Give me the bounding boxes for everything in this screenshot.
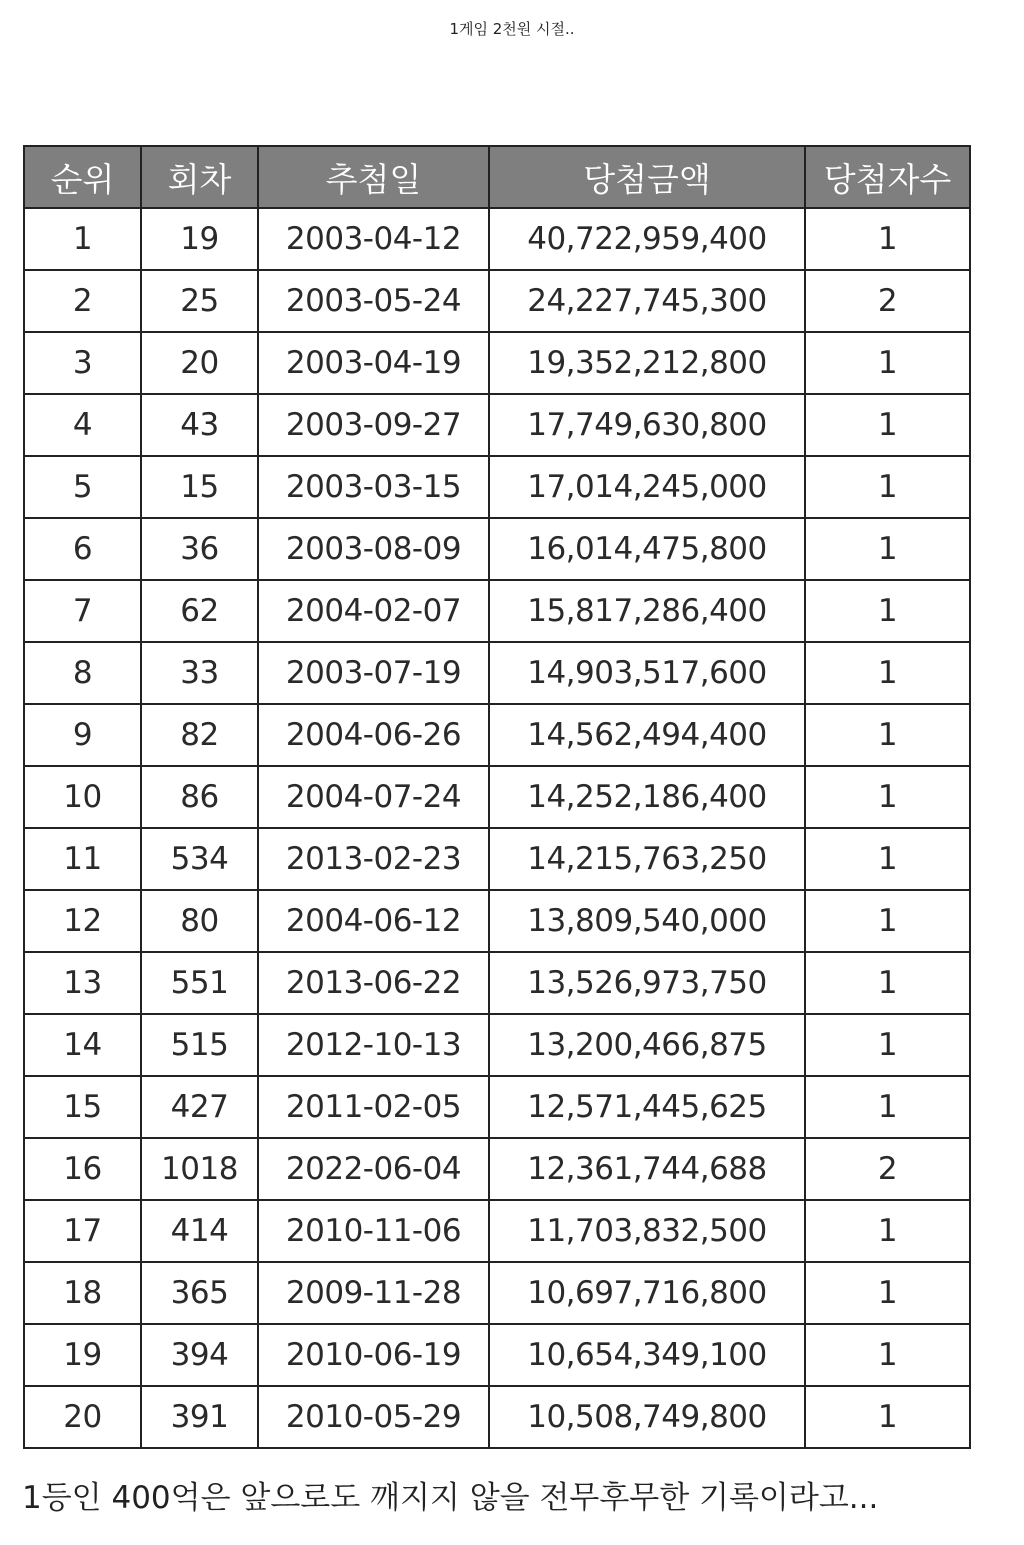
draw-date-cell: 2003-05-24 <box>258 270 489 332</box>
winner-count-cell: 1 <box>805 704 970 766</box>
draw-date-cell: 2010-06-19 <box>258 1324 489 1386</box>
prize-amount-cell: 14,562,494,400 <box>489 704 805 766</box>
draw-date-cell: 2012-10-13 <box>258 1014 489 1076</box>
prize-amount-cell: 40,722,959,400 <box>489 208 805 270</box>
prize-amount-cell: 17,014,245,000 <box>489 456 805 518</box>
winner-count-cell: 1 <box>805 1262 970 1324</box>
table-row <box>24 270 970 332</box>
rank-cell: 14 <box>24 1014 141 1076</box>
winner-count-cell: 1 <box>805 1386 970 1448</box>
rank-cell: 17 <box>24 1200 141 1262</box>
round-cell: 43 <box>141 394 258 456</box>
winner-count-cell: 1 <box>805 332 970 394</box>
rank-cell: 15 <box>24 1076 141 1138</box>
table-row <box>24 394 970 456</box>
table-row <box>24 332 970 394</box>
header-draw-date: 추첨일 <box>258 146 489 208</box>
draw-date-cell: 2010-11-06 <box>258 1200 489 1262</box>
winner-count-cell: 1 <box>805 642 970 704</box>
draw-date-cell: 2003-03-15 <box>258 456 489 518</box>
rank-cell: 6 <box>24 518 141 580</box>
rank-cell: 11 <box>24 828 141 890</box>
draw-date-cell: 2009-11-28 <box>258 1262 489 1324</box>
draw-date-cell: 2003-04-12 <box>258 208 489 270</box>
round-cell: 15 <box>141 456 258 518</box>
draw-date-cell: 2003-04-19 <box>258 332 489 394</box>
prize-amount-cell: 14,252,186,400 <box>489 766 805 828</box>
table-row <box>24 952 970 1014</box>
prize-amount-cell: 13,200,466,875 <box>489 1014 805 1076</box>
table-row <box>24 1324 970 1386</box>
prize-amount-cell: 13,809,540,000 <box>489 890 805 952</box>
table-row <box>24 1200 970 1262</box>
round-cell: 365 <box>141 1262 258 1324</box>
rank-cell: 19 <box>24 1324 141 1386</box>
winner-count-cell: 1 <box>805 394 970 456</box>
table-row <box>24 1262 970 1324</box>
round-cell: 82 <box>141 704 258 766</box>
table-row <box>24 518 970 580</box>
winner-count-cell: 1 <box>805 456 970 518</box>
table-row <box>24 580 970 642</box>
round-cell: 33 <box>141 642 258 704</box>
prize-amount-cell: 10,697,716,800 <box>489 1262 805 1324</box>
prize-amount-cell: 19,352,212,800 <box>489 332 805 394</box>
rank-cell: 4 <box>24 394 141 456</box>
prize-amount-cell: 11,703,832,500 <box>489 1200 805 1262</box>
rank-cell: 8 <box>24 642 141 704</box>
round-cell: 391 <box>141 1386 258 1448</box>
rank-cell: 5 <box>24 456 141 518</box>
rank-cell: 20 <box>24 1386 141 1448</box>
footer-note: 1등인 400억은 앞으로도 깨지지 않을 전무후무한 기록이라고... <box>22 1480 879 1516</box>
draw-date-cell: 2004-06-26 <box>258 704 489 766</box>
table-row <box>24 890 970 952</box>
draw-date-cell: 2004-06-12 <box>258 890 489 952</box>
rank-cell: 9 <box>24 704 141 766</box>
draw-date-cell: 2013-02-23 <box>258 828 489 890</box>
round-cell: 19 <box>141 208 258 270</box>
prize-amount-cell: 16,014,475,800 <box>489 518 805 580</box>
winner-count-cell: 1 <box>805 766 970 828</box>
rank-cell: 3 <box>24 332 141 394</box>
table-row <box>24 766 970 828</box>
round-cell: 62 <box>141 580 258 642</box>
winner-count-cell: 1 <box>805 1200 970 1262</box>
table-row <box>24 828 970 890</box>
draw-date-cell: 2004-02-07 <box>258 580 489 642</box>
draw-date-cell: 2011-02-05 <box>258 1076 489 1138</box>
winner-count-cell: 1 <box>805 1076 970 1138</box>
rank-cell: 10 <box>24 766 141 828</box>
prize-amount-cell: 14,903,517,600 <box>489 642 805 704</box>
table-row <box>24 208 970 270</box>
winner-count-cell: 1 <box>805 518 970 580</box>
winner-count-cell: 1 <box>805 580 970 642</box>
prize-amount-cell: 12,361,744,688 <box>489 1138 805 1200</box>
rank-cell: 13 <box>24 952 141 1014</box>
draw-date-cell: 2003-08-09 <box>258 518 489 580</box>
table-row <box>24 456 970 518</box>
draw-date-cell: 2003-09-27 <box>258 394 489 456</box>
table-header-row <box>24 146 970 208</box>
round-cell: 36 <box>141 518 258 580</box>
table-row <box>24 642 970 704</box>
round-cell: 551 <box>141 952 258 1014</box>
round-cell: 534 <box>141 828 258 890</box>
rank-cell: 16 <box>24 1138 141 1200</box>
prize-amount-cell: 24,227,745,300 <box>489 270 805 332</box>
round-cell: 80 <box>141 890 258 952</box>
table-row <box>24 1076 970 1138</box>
rank-cell: 1 <box>24 208 141 270</box>
header-round: 회차 <box>141 146 258 208</box>
draw-date-cell: 2004-07-24 <box>258 766 489 828</box>
prize-amount-cell: 14,215,763,250 <box>489 828 805 890</box>
winner-count-cell: 1 <box>805 1324 970 1386</box>
round-cell: 1018 <box>141 1138 258 1200</box>
draw-date-cell: 2003-07-19 <box>258 642 489 704</box>
prize-amount-cell: 10,654,349,100 <box>489 1324 805 1386</box>
table-row <box>24 704 970 766</box>
draw-date-cell: 2013-06-22 <box>258 952 489 1014</box>
round-cell: 515 <box>141 1014 258 1076</box>
prize-amount-cell: 13,526,973,750 <box>489 952 805 1014</box>
rank-cell: 12 <box>24 890 141 952</box>
prize-amount-cell: 10,508,749,800 <box>489 1386 805 1448</box>
winner-count-cell: 1 <box>805 828 970 890</box>
prize-amount-cell: 12,571,445,625 <box>489 1076 805 1138</box>
winner-count-cell: 1 <box>805 890 970 952</box>
winner-count-cell: 1 <box>805 1014 970 1076</box>
table-row <box>24 1014 970 1076</box>
rank-cell: 2 <box>24 270 141 332</box>
winner-count-cell: 1 <box>805 208 970 270</box>
rank-cell: 7 <box>24 580 141 642</box>
winner-count-cell: 1 <box>805 952 970 1014</box>
table-row <box>24 1386 970 1448</box>
round-cell: 414 <box>141 1200 258 1262</box>
round-cell: 20 <box>141 332 258 394</box>
prize-amount-cell: 15,817,286,400 <box>489 580 805 642</box>
table-row <box>24 1138 970 1200</box>
winner-count-cell: 2 <box>805 1138 970 1200</box>
round-cell: 394 <box>141 1324 258 1386</box>
round-cell: 427 <box>141 1076 258 1138</box>
caption: 1게임 2천원 시절.. <box>449 20 575 38</box>
header-winner-count: 당첨자수 <box>805 146 970 208</box>
round-cell: 25 <box>141 270 258 332</box>
header-prize-amount: 당첨금액 <box>489 146 805 208</box>
rank-cell: 18 <box>24 1262 141 1324</box>
winner-count-cell: 2 <box>805 270 970 332</box>
header-rank: 순위 <box>24 146 141 208</box>
table-body <box>24 208 970 1448</box>
prize-amount-cell: 17,749,630,800 <box>489 394 805 456</box>
draw-date-cell: 2010-05-29 <box>258 1386 489 1448</box>
draw-date-cell: 2022-06-04 <box>258 1138 489 1200</box>
lotto-jackpot-table <box>23 145 971 1449</box>
round-cell: 86 <box>141 766 258 828</box>
